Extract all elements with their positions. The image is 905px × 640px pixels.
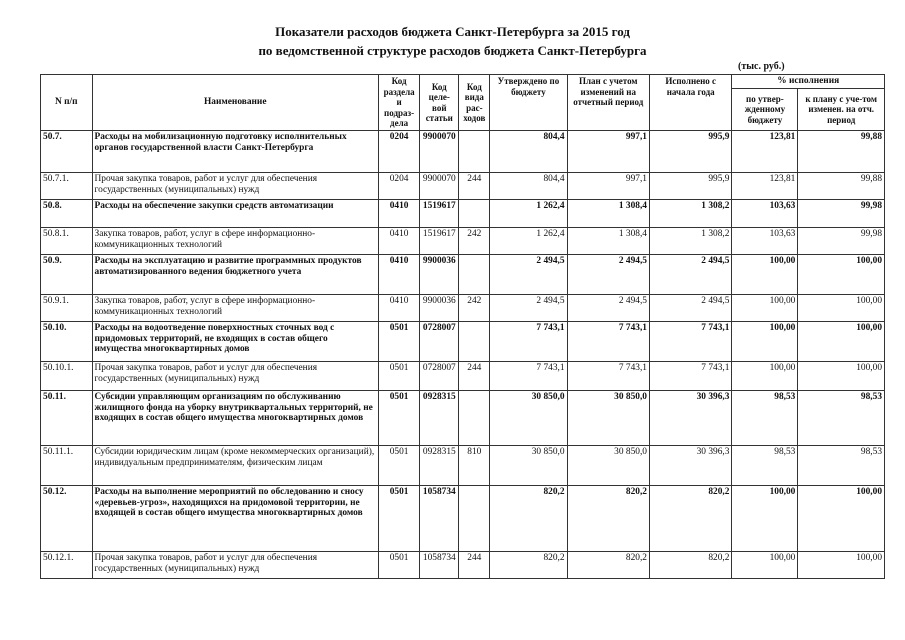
row-pct-plan: 99,98 [798, 200, 885, 228]
row-number: 50.12. [41, 486, 93, 552]
row-name: Прочая закупка товаров, работ и услуг для обеспечения государственных (муниципальных) нужд [92, 362, 378, 391]
row-expense-type: 242 [459, 228, 490, 255]
row-plan-value: 997,1 [567, 131, 649, 173]
row-plan-value: 997,1 [567, 173, 649, 200]
header-num: N п/п [41, 75, 93, 131]
row-approved-value: 1 262,4 [490, 200, 567, 228]
header-done: Исполнено с начала года [649, 75, 731, 131]
row-done-value: 1 308,2 [649, 228, 731, 255]
row-target-code: 1519617 [420, 200, 459, 228]
row-done-value: 1 308,2 [649, 200, 731, 228]
table-row [41, 322, 885, 362]
table-row [41, 131, 885, 173]
row-razdel-code: 0501 [378, 391, 419, 446]
table-row [41, 295, 885, 322]
row-expense-type [459, 486, 490, 552]
row-pct-plan: 99,98 [798, 228, 885, 255]
row-target-code: 0728007 [420, 322, 459, 362]
row-pct-approved: 100,00 [732, 362, 798, 391]
row-approved-value: 2 494,5 [490, 295, 567, 322]
row-done-value: 820,2 [649, 552, 731, 579]
table-row [41, 486, 885, 552]
row-pct-plan: 100,00 [798, 255, 885, 295]
row-razdel-code: 0204 [378, 173, 419, 200]
row-number: 50.9.1. [41, 295, 93, 322]
row-number: 50.8.1. [41, 228, 93, 255]
row-name: Субсидии юридическим лицам (кроме некоммерческих организаций), индивидуальным предпринимателям, физическим лицам [92, 446, 378, 486]
row-razdel-code: 0501 [378, 446, 419, 486]
row-name: Закупка товаров, работ, услуг в сфере информационно-коммуникационных технологий [92, 295, 378, 322]
row-number: 50.8. [41, 200, 93, 228]
row-pct-approved: 100,00 [732, 322, 798, 362]
row-approved-value: 804,4 [490, 173, 567, 200]
row-expense-type: 242 [459, 295, 490, 322]
table-row [41, 200, 885, 228]
row-name: Расходы на водоотведение поверхностных сточных вод с придомовых территорий, не входящих в состав общего имущества многоквартирных домов [92, 322, 378, 362]
header-pct-approved: по утвер-жденному бюджету [732, 89, 798, 131]
row-pct-plan: 100,00 [798, 322, 885, 362]
row-pct-plan: 99,88 [798, 131, 885, 173]
row-target-code: 0728007 [420, 362, 459, 391]
row-plan-value: 820,2 [567, 486, 649, 552]
row-done-value: 820,2 [649, 486, 731, 552]
row-number: 50.7.1. [41, 173, 93, 200]
row-approved-value: 7 743,1 [490, 362, 567, 391]
table-row [41, 552, 885, 579]
row-pct-plan: 100,00 [798, 362, 885, 391]
row-approved-value: 30 850,0 [490, 391, 567, 446]
row-razdel-code: 0410 [378, 255, 419, 295]
row-razdel-code: 0410 [378, 200, 419, 228]
header-plan: План с учетом изменений на отчетный период [567, 75, 649, 131]
table-row [41, 255, 885, 295]
row-target-code: 1058734 [420, 552, 459, 579]
row-target-code: 0928315 [420, 391, 459, 446]
row-razdel-code: 0501 [378, 486, 419, 552]
row-expense-type [459, 131, 490, 173]
row-plan-value: 7 743,1 [567, 322, 649, 362]
page-subtitle: по ведомственной структуре расходов бюджета Санкт-Петербурга [258, 43, 647, 58]
row-name: Закупка товаров, работ, услуг в сфере информационно-коммуникационных технологий [92, 228, 378, 255]
header-razdel: Код раздела и подраз-дела [378, 75, 419, 131]
row-expense-type: 244 [459, 552, 490, 579]
row-expense-type [459, 200, 490, 228]
row-pct-approved: 100,00 [732, 295, 798, 322]
row-plan-value: 1 308,4 [567, 228, 649, 255]
row-pct-plan: 100,00 [798, 295, 885, 322]
row-pct-approved: 123,81 [732, 173, 798, 200]
row-name: Расходы на обеспечение закупки средств автоматизации [92, 200, 378, 228]
row-number: 50.12.1. [41, 552, 93, 579]
row-razdel-code: 0501 [378, 322, 419, 362]
row-pct-approved: 123,81 [732, 131, 798, 173]
row-approved-value: 30 850,0 [490, 446, 567, 486]
row-plan-value: 2 494,5 [567, 295, 649, 322]
row-razdel-code: 0410 [378, 295, 419, 322]
row-razdel-code: 0501 [378, 362, 419, 391]
row-expense-type: 810 [459, 446, 490, 486]
row-expense-type [459, 322, 490, 362]
row-pct-approved: 98,53 [732, 446, 798, 486]
table-row [41, 446, 885, 486]
row-name: Субсидии управляющим организациям по обслуживанию жилищного фонда на уборку внутриквартальных территорий, не входящих в состав общего имущества многоквартирных домов [92, 391, 378, 446]
row-pct-approved: 100,00 [732, 552, 798, 579]
table-body [41, 131, 885, 579]
row-number: 50.11.1. [41, 446, 93, 486]
row-expense-type [459, 391, 490, 446]
header-name: Наименование [92, 75, 378, 131]
row-pct-plan: 98,53 [798, 391, 885, 446]
header-pct-plan: к плану с уче-том изменен. на отч. период [798, 89, 885, 131]
row-done-value: 2 494,5 [649, 255, 731, 295]
row-target-code: 9900036 [420, 255, 459, 295]
row-name: Расходы на мобилизационную подготовку исполнительных органов государственной власти Санкт-Петербурга [92, 131, 378, 173]
row-done-value: 7 743,1 [649, 362, 731, 391]
row-plan-value: 7 743,1 [567, 362, 649, 391]
row-pct-approved: 103,63 [732, 228, 798, 255]
header-vid: Код вида рас-ходов [459, 75, 490, 131]
row-approved-value: 820,2 [490, 552, 567, 579]
row-pct-approved: 103,63 [732, 200, 798, 228]
row-pct-plan: 98,53 [798, 446, 885, 486]
row-name: Прочая закупка товаров, работ и услуг для обеспечения государственных (муниципальных) нужд [92, 552, 378, 579]
row-plan-value: 820,2 [567, 552, 649, 579]
row-plan-value: 30 850,0 [567, 391, 649, 446]
header-pct-group: % исполнения [732, 75, 885, 89]
row-number: 50.11. [41, 391, 93, 446]
row-done-value: 30 396,3 [649, 446, 731, 486]
row-target-code: 1058734 [420, 486, 459, 552]
row-plan-value: 1 308,4 [567, 200, 649, 228]
row-razdel-code: 0204 [378, 131, 419, 173]
row-razdel-code: 0410 [378, 228, 419, 255]
header-approved: Утверждено по бюджету [490, 75, 567, 131]
row-done-value: 7 743,1 [649, 322, 731, 362]
units-label: (тыс. руб.) [738, 61, 785, 72]
row-number: 50.10. [41, 322, 93, 362]
row-target-code: 9900036 [420, 295, 459, 322]
row-pct-plan: 100,00 [798, 552, 885, 579]
row-pct-plan: 99,88 [798, 173, 885, 200]
row-name: Расходы на выполнение мероприятий по обследованию и сносу «деревьев-угроз», находящихся на придомовой территории, не входящей в состав общего имущества многоквартирных домов [92, 486, 378, 552]
row-name: Прочая закупка товаров, работ и услуг для обеспечения государственных (муниципальных) нужд [92, 173, 378, 200]
budget-table [40, 74, 885, 579]
row-number: 50.7. [41, 131, 93, 173]
row-approved-value: 2 494,5 [490, 255, 567, 295]
row-number: 50.9. [41, 255, 93, 295]
row-target-code: 0928315 [420, 446, 459, 486]
row-pct-approved: 100,00 [732, 255, 798, 295]
table-row [41, 391, 885, 446]
row-expense-type: 244 [459, 173, 490, 200]
row-target-code: 1519617 [420, 228, 459, 255]
row-pct-approved: 98,53 [732, 391, 798, 446]
row-pct-approved: 100,00 [732, 486, 798, 552]
row-done-value: 2 494,5 [649, 295, 731, 322]
row-target-code: 9900070 [420, 173, 459, 200]
row-number: 50.10.1. [41, 362, 93, 391]
row-expense-type: 244 [459, 362, 490, 391]
row-pct-plan: 100,00 [798, 486, 885, 552]
table-row [41, 362, 885, 391]
row-approved-value: 1 262,4 [490, 228, 567, 255]
row-name: Расходы на эксплуатацию и развитие программных продуктов автоматизированного ведения бюджетного учета [92, 255, 378, 295]
row-approved-value: 820,2 [490, 486, 567, 552]
header-celevoy: Код целе-вой статьи [420, 75, 459, 131]
row-approved-value: 804,4 [490, 131, 567, 173]
row-expense-type [459, 255, 490, 295]
row-done-value: 995,9 [649, 131, 731, 173]
table-row [41, 228, 885, 255]
row-plan-value: 30 850,0 [567, 446, 649, 486]
row-done-value: 30 396,3 [649, 391, 731, 446]
row-done-value: 995,9 [649, 173, 731, 200]
table-row [41, 173, 885, 200]
page-title: Показатели расходов бюджета Санкт-Петербурга за 2015 год [275, 24, 630, 39]
row-target-code: 9900070 [420, 131, 459, 173]
row-plan-value: 2 494,5 [567, 255, 649, 295]
row-approved-value: 7 743,1 [490, 322, 567, 362]
row-razdel-code: 0501 [378, 552, 419, 579]
